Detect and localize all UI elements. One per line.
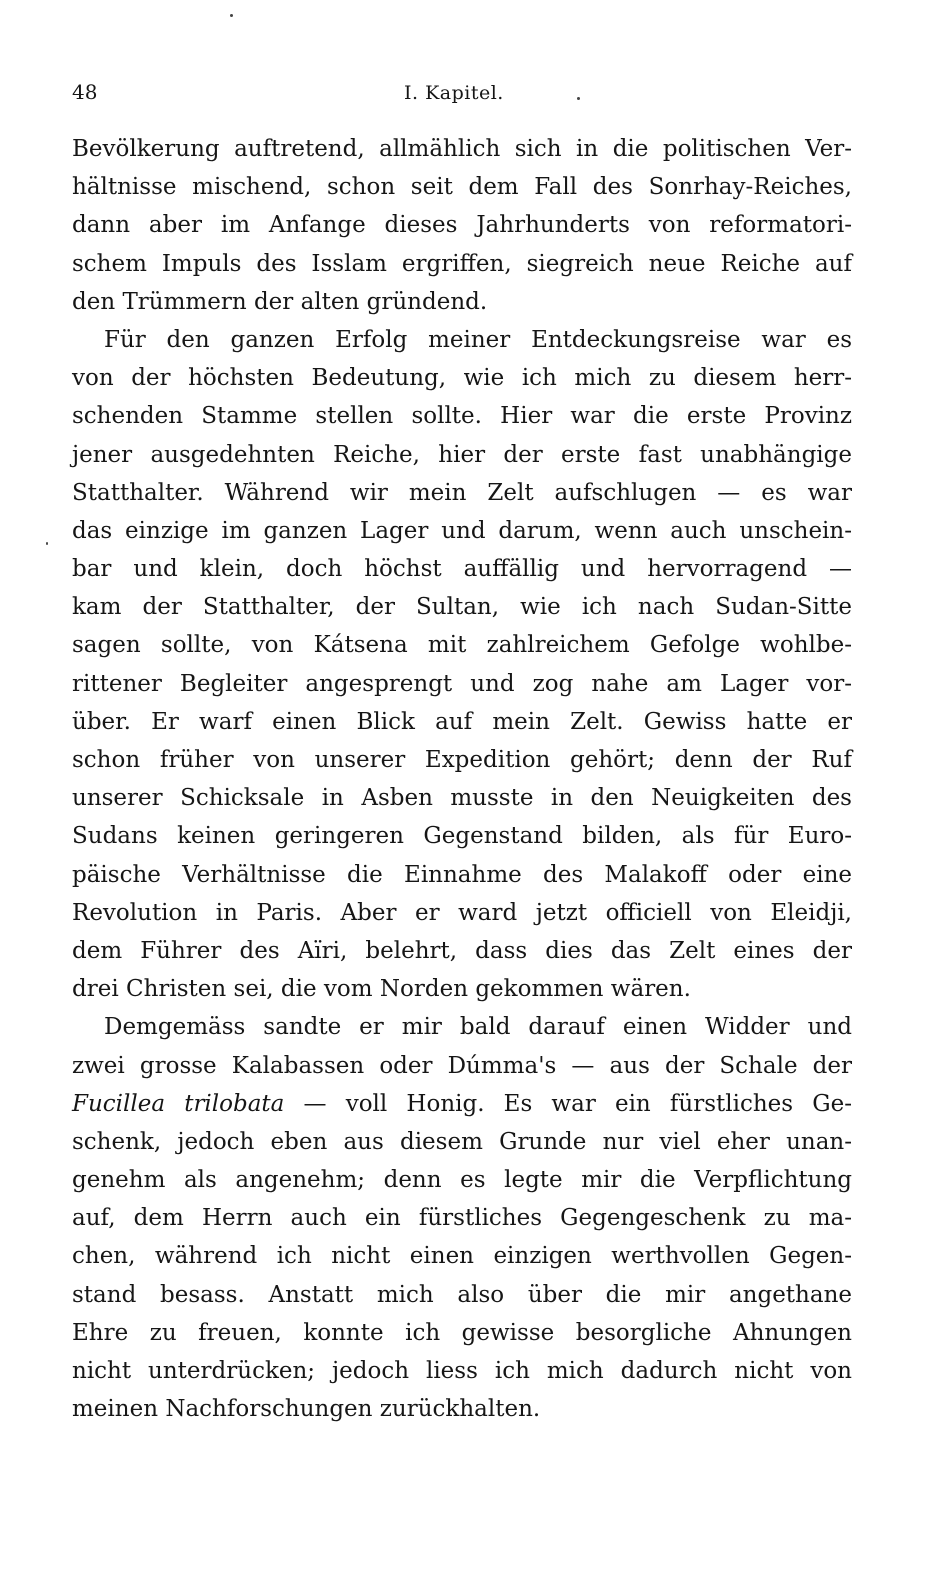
text-line: von der höchsten Bedeutung, wie ich mich zu diesem herr-: [72, 365, 852, 392]
text-line: den Trümmern der alten gründend.: [72, 288, 488, 315]
text-line: jener ausgedehnten Reiche, hier der erste fast unabhängige: [72, 441, 852, 468]
running-head: I. Kapitel.: [404, 82, 504, 104]
text-line: bar und klein, doch höchst auffällig und hervorragend —: [72, 556, 852, 583]
text-line: auf, dem Herrn auch ein fürstliches Gegengeschenk zu ma-: [72, 1205, 852, 1232]
print-speck: [230, 14, 233, 17]
text-line: Statthalter. Während wir mein Zelt aufschlugen — es war: [72, 479, 852, 506]
text-line: päische Verhältnisse die Einnahme des Malakoff oder eine: [72, 861, 852, 888]
text-line: meinen Nachforschungen zurückhalten.: [72, 1396, 541, 1423]
text-line: chen, während ich nicht einen einzigen werthvollen Gegen-: [72, 1243, 852, 1270]
paragraph-1: [72, 130, 852, 321]
text-line: hältnisse mischend, schon seit dem Fall des Sonrhay-Reiches,: [72, 174, 852, 201]
text-line: rittener Begleiter angesprengt und zog nahe am Lager vor-: [72, 670, 852, 697]
text-line: dann aber im Anfange dieses Jahrhunderts von reformatori-: [72, 212, 852, 239]
text-line: schem Impuls des Isslam ergriffen, siegreich neue Reiche auf: [72, 250, 852, 277]
text-line: Für den ganzen Erfolg meiner Entdeckungsreise war es: [104, 326, 852, 353]
paragraph-3: [72, 1008, 852, 1428]
paragraph-2: [72, 321, 852, 1008]
text-line: über. Er warf einen Blick auf mein Zelt. Gewiss hatte er: [72, 708, 852, 735]
body-text: [72, 130, 852, 1428]
text-line: dem Führer des Aïri, belehrt, dass dies das Zelt eines der: [72, 937, 852, 964]
text-line: Ehre zu freuen, konnte ich gewisse besorgliche Ahnungen: [72, 1319, 852, 1346]
text-line: stand besass. Anstatt mich also über die mir angethane: [72, 1281, 852, 1308]
text-line: das einzige im ganzen Lager und darum, wenn auch unschein-: [72, 517, 852, 544]
italic-species-name: Fucillea trilobata: [72, 1090, 285, 1117]
text-line: sagen sollte, von Kátsena mit zahlreichem Gefolge wohlbe-: [72, 632, 852, 659]
text-line: genehm als angenehm; denn es legte mir die Verpflichtung: [72, 1167, 852, 1194]
print-speck: [46, 542, 48, 545]
page-header: [72, 80, 852, 108]
page-number: 48: [72, 80, 98, 104]
text-line: schenk, jedoch eben aus diesem Grunde nur viel eher unan-: [72, 1128, 852, 1155]
text-line: schenden Stamme stellen sollte. Hier war die erste Provinz: [72, 403, 852, 430]
text-line: Sudans keinen geringeren Gegenstand bilden, als für Euro-: [72, 823, 852, 850]
text-line: drei Christen sei, die vom Norden gekommen wären.: [72, 976, 691, 1003]
text-line: Demgemäss sandte er mir bald darauf einen Widder und: [104, 1014, 852, 1041]
text-line: Bevölkerung auftretend, allmählich sich in die politischen Ver-: [72, 136, 852, 162]
text-line: zwei grosse Kalabassen oder Dúmma's — aus der Schale der: [72, 1052, 852, 1079]
text-line: unserer Schicksale in Asben musste in den Neuigkeiten des: [72, 785, 852, 812]
text-line: schon früher von unserer Expedition gehört; denn der Ruf: [72, 747, 852, 773]
text-line: Revolution in Paris. Aber er ward jetzt officiell von Eleidji,: [72, 899, 852, 926]
text-line: nicht unterdrücken; jedoch liess ich mich dadurch nicht von: [72, 1358, 852, 1384]
text-line-with-italic: Fucillea trilobata — voll Honig. Es war ein fürstliches Ge-: [72, 1090, 852, 1117]
text-line: kam der Statthalter, der Sultan, wie ich nach Sudan-Sitte: [72, 594, 852, 621]
